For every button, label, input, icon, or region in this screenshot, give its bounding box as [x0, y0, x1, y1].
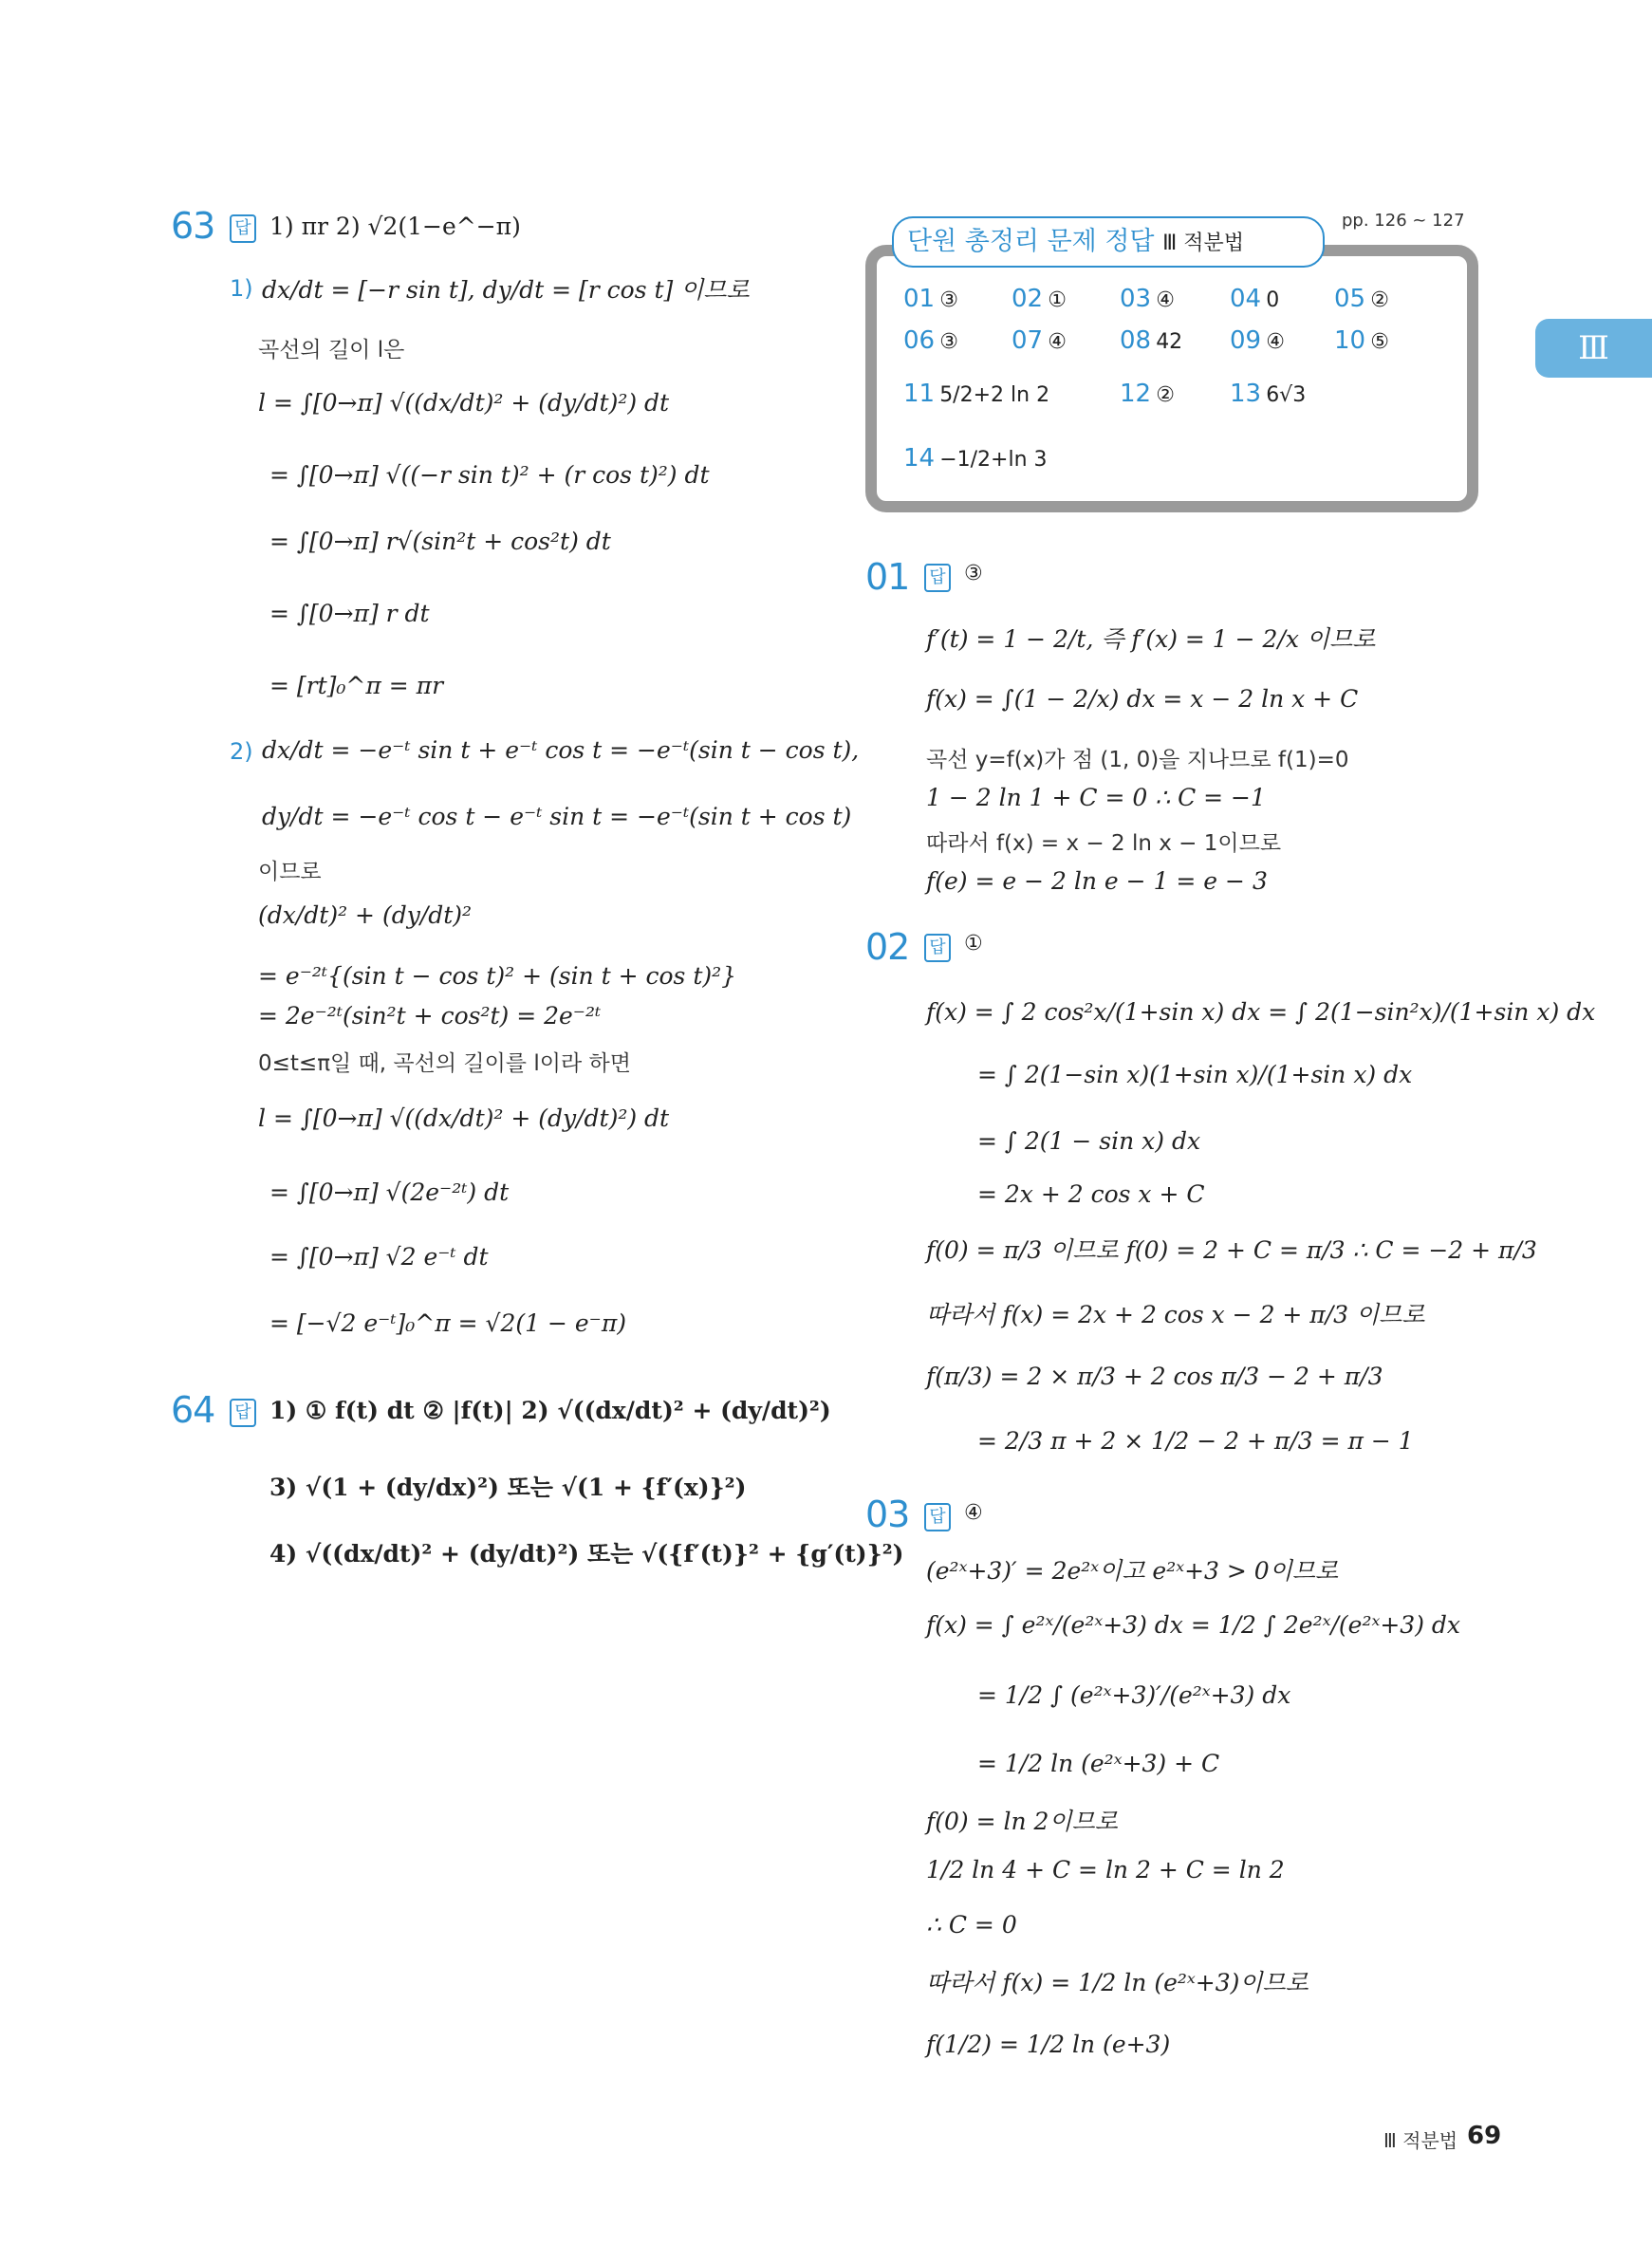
problem-number: 03: [865, 1494, 910, 1535]
chapter-side-tab: Ⅲ: [1535, 319, 1652, 378]
line: f(π/3) = 2 × π/3 + 2 cos π/3 − 2 + π/3: [926, 1363, 1383, 1390]
step: = [−√2 e⁻ᵗ]₀^π = √2(1 − e⁻π): [269, 1309, 627, 1337]
problem-number: 63: [171, 205, 215, 247]
step: dx/dt = −e⁻ᵗ sin t + e⁻ᵗ cos t = −e⁻ᵗ(sin t − cos t),: [262, 736, 860, 764]
line: 곡선 y=f(x)가 점 (1, 0)을 지나므로 f(1)=0: [926, 748, 1349, 772]
step: = ∫[0→π] √(2e⁻²ᵗ) dt: [269, 1178, 510, 1206]
problem-number: 64: [171, 1389, 215, 1431]
answer-item: 11 5/2+2 ln 2: [903, 380, 1050, 408]
answer-item: 13 6√3: [1230, 380, 1307, 408]
answer-item: 02 ①: [1012, 285, 1067, 313]
step: dy/dt = −e⁻ᵗ cos t − e⁻ᵗ sin t = −e⁻ᵗ(sin t + cos t): [262, 803, 852, 830]
step: l = ∫[0→π] √((dx/dt)² + (dy/dt)²) dt: [258, 389, 670, 417]
step: (dx/dt)² + (dy/dt)²: [258, 901, 473, 929]
answer-badge: 답: [924, 1503, 951, 1531]
answer-line: 4) √((dx/dt)² + (dy/dt)²) 또는 √({f′(t)}² + {g′(t)}²): [269, 1540, 904, 1568]
line: 1 − 2 ln 1 + C = 0 ∴ C = −1: [926, 784, 1266, 811]
line: = 2x + 2 cos x + C: [977, 1180, 1205, 1208]
line: f(1/2) = 1/2 ln (e+3): [926, 2031, 1171, 2058]
step: = ∫[0→π] r√(sin²t + cos²t) dt: [269, 528, 611, 555]
line: f(x) = ∫(1 − 2/x) dx = x − 2 ln x + C: [926, 685, 1359, 713]
step: = ∫[0→π] r dt: [269, 600, 430, 627]
answer-badge: 답: [924, 934, 951, 962]
step: 이므로: [258, 860, 322, 884]
answer-badge: 답: [230, 1399, 256, 1427]
answer-line: 1) ① f(t) dt ② |f(t)| 2) √((dx/dt)² + (dy/dt)²): [269, 1397, 831, 1424]
answer-item: 04 0: [1230, 285, 1280, 313]
page-range: pp. 126 ~ 127: [1342, 211, 1465, 231]
line: (e²ˣ+3)′ = 2e²ˣ이고 e²ˣ+3 > 0이므로: [926, 1557, 1339, 1585]
line: 따라서 f(x) = x − 2 ln x − 1이므로: [926, 831, 1282, 856]
line: f(e) = e − 2 ln e − 1 = e − 3: [926, 867, 1268, 895]
text-line: 곡선의 길이 l은: [258, 338, 405, 362]
answer-item: 12 ②: [1120, 380, 1175, 408]
answer-item: 14 −1/2+ln 3: [903, 444, 1048, 473]
step: = [rt]₀^π = πr: [269, 672, 444, 699]
answer-item: 06 ③: [903, 326, 958, 355]
line: = ∫ 2(1 − sin x) dx: [977, 1127, 1201, 1155]
answer-item: 08 42: [1120, 326, 1183, 355]
line: = 2/3 π + 2 × 1/2 − 2 + π/3 = π − 1: [977, 1427, 1414, 1455]
part-label: 1): [230, 275, 253, 302]
answer-item: 10 ⑤: [1334, 326, 1389, 355]
step: l = ∫[0→π] √((dx/dt)² + (dy/dt)²) dt: [258, 1104, 670, 1132]
step: = e⁻²ᵗ{(sin t − cos t)² + (sin t + cos t)²}: [258, 962, 737, 990]
answer-item: 05 ②: [1334, 285, 1389, 313]
line: 따라서 f(x) = 1/2 ln (e²ˣ+3)이므로: [926, 1969, 1309, 1996]
answer-item: 01 ③: [903, 285, 958, 313]
derivative-line: dx/dt = [−r sin t], dy/dt = [r cos t] 이므로: [262, 276, 750, 304]
step: 0≤t≤π일 때, 곡선의 길이를 l이라 하면: [258, 1051, 631, 1076]
line: f(x) = ∫ e²ˣ/(e²ˣ+3) dx = 1/2 ∫ 2e²ˣ/(e²ˣ+3) dx: [926, 1611, 1461, 1639]
answer-badge: 답: [924, 564, 951, 592]
answer-item: 09 ④: [1230, 326, 1285, 355]
problem-number: 01: [865, 556, 910, 598]
answer-line: 3) √(1 + (dy/dx)²) 또는 √(1 + {f′(x)}²): [269, 1474, 747, 1501]
answer-text: 1) πr 2) √2(1−e^−π): [269, 213, 521, 240]
answer-item: 03 ④: [1120, 285, 1175, 313]
answer-badge: 답: [230, 214, 256, 243]
title-text: 단원 총정리 문제 정답: [907, 227, 1155, 256]
line: f(0) = π/3 이므로 f(0) = 2 + C = π/3 ∴ C = −2 + π/3: [926, 1236, 1537, 1264]
unit-text: Ⅲ 적분법: [1162, 232, 1245, 255]
line: f(x) = ∫ 2 cos²x/(1+sin x) dx = ∫ 2(1−sin²x)/(1+sin x) dx: [926, 998, 1596, 1026]
line: 1/2 ln 4 + C = ln 2 + C = ln 2: [926, 1856, 1285, 1884]
answer-text: ①: [964, 932, 983, 956]
answer-text: ③: [964, 562, 983, 585]
line: ∴ C = 0: [926, 1911, 1017, 1939]
answer-box-title: [892, 216, 1325, 268]
part-label: 2): [230, 738, 253, 765]
step: = 2e⁻²ᵗ(sin²t + cos²t) = 2e⁻²ᵗ: [258, 1002, 602, 1030]
line: = 1/2 ln (e²ˣ+3) + C: [977, 1750, 1220, 1777]
step: = ∫[0→π] √((−r sin t)² + (r cos t)²) dt: [269, 461, 710, 489]
line: 따라서 f(x) = 2x + 2 cos x − 2 + π/3 이므로: [926, 1301, 1425, 1328]
line: f′(t) = 1 − 2/t, 즉 f′(x) = 1 − 2/x 이므로: [926, 625, 1376, 653]
answer-item: 07 ④: [1012, 326, 1067, 355]
line: f(0) = ln 2이므로: [926, 1808, 1118, 1835]
line: = 1/2 ∫ (e²ˣ+3)′/(e²ˣ+3) dx: [977, 1681, 1291, 1709]
line: = ∫ 2(1−sin x)(1+sin x)/(1+sin x) dx: [977, 1061, 1413, 1088]
footer-chapter: Ⅲ 적분법: [1383, 2129, 1458, 2152]
answer-text: ④: [964, 1501, 983, 1525]
problem-number: 02: [865, 926, 910, 968]
page-number: 69: [1467, 2122, 1502, 2150]
step: = ∫[0→π] √2 e⁻ᵗ dt: [269, 1243, 489, 1271]
